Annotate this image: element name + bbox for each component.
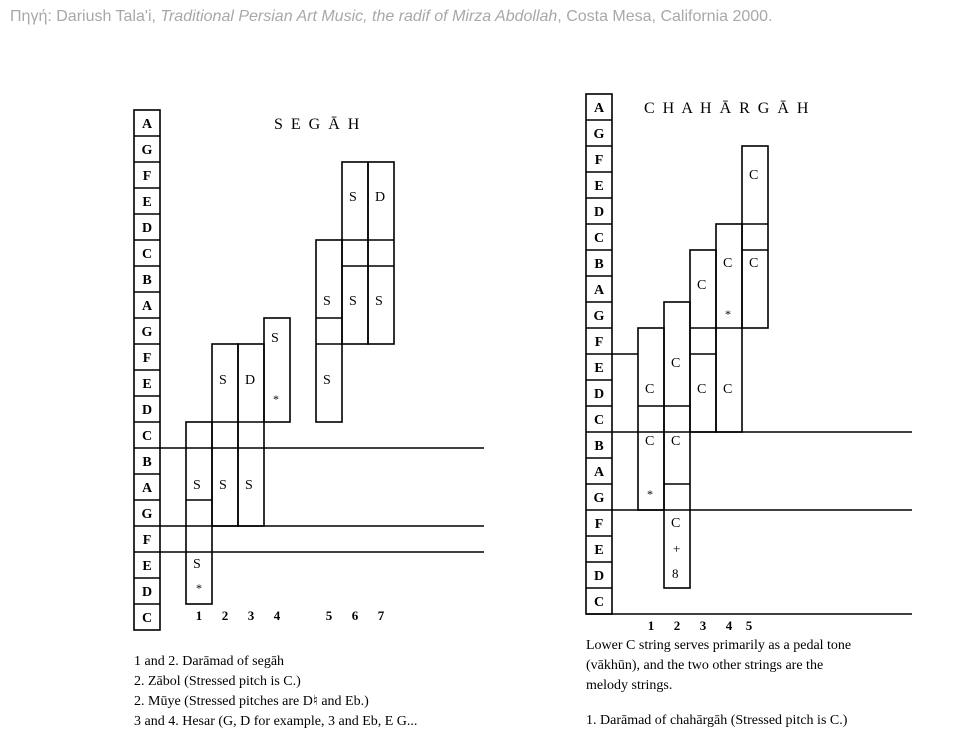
segah-cell-text: S — [219, 373, 227, 388]
segah-note-label: E — [142, 377, 152, 392]
segah-column-number: 6 — [351, 608, 359, 623]
chahargah-cell-text: C — [749, 256, 759, 271]
segah-note-label: F — [142, 533, 152, 548]
segah-caption-line: 2. Mūye (Stressed pitches are D♮ and Eb.) — [134, 694, 369, 709]
chahargah-note-label: G — [593, 309, 605, 324]
chahargah-caption-cut-line: 1. Darāmad of chahārgāh (Stressed pitch is C.) — [586, 713, 848, 728]
segah-cell-text: D — [375, 190, 386, 205]
chahargah-column-number: 4 — [725, 618, 733, 633]
citation-prefix: Πηγή: Dariush Tala'i, — [10, 8, 161, 25]
chahargah-cell-text: C — [697, 382, 707, 397]
segah-caption-line: 2. Zābol (Stressed pitch is C.) — [134, 674, 301, 689]
chahargah-cell-text: C — [697, 278, 707, 293]
segah-column-number: 5 — [325, 608, 333, 623]
segah-diagram — [134, 110, 484, 630]
chahargah-note-label: B — [594, 439, 604, 454]
segah-caption-line: 3 and 4. Hesar (G, D for example, 3 and Eb, E G... — [134, 714, 418, 729]
chahargah-cell-text: C — [645, 382, 655, 397]
segah-note-label: D — [141, 221, 153, 236]
segah-column-number: 4 — [273, 608, 281, 623]
segah-note-label: A — [141, 299, 153, 314]
chahargah-note-label: A — [593, 465, 605, 480]
chahargah-note-label: C — [593, 413, 605, 428]
chahargah-column-numbers — [648, 618, 753, 633]
segah-column-1 — [186, 422, 212, 604]
segah-note-label: C — [141, 429, 153, 444]
chahargah-note-label: F — [594, 335, 604, 350]
chahargah-caption-line: (vākhūn), and the two other strings are the — [586, 658, 824, 673]
chahargah-column-1 — [638, 328, 664, 510]
segah-note-label: G — [141, 143, 153, 158]
chahargah-cell-text: C — [645, 434, 655, 449]
segah-stress-mark: * — [273, 392, 279, 406]
chahargah-note-column — [594, 101, 605, 610]
chahargah-diagram — [586, 94, 912, 633]
segah-note-label: C — [141, 611, 153, 626]
chahargah-column-number: 1 — [647, 618, 655, 633]
segah-note-label: A — [141, 117, 153, 132]
chahargah-caption — [586, 636, 851, 696]
chahargah-note-label: A — [593, 283, 605, 298]
chahargah-cell-text: C — [749, 168, 759, 183]
segah-title: S E G Ā H — [274, 116, 362, 133]
segah-column-number: 1 — [195, 608, 203, 623]
chahargah-caption-line: Lower C string serves primarily as a pedal tone — [586, 638, 852, 653]
chahargah-note-label: F — [594, 153, 604, 168]
segah-cell-text: D — [245, 373, 256, 388]
segah-note-label: A — [141, 481, 153, 496]
segah-column-number: 2 — [221, 608, 229, 623]
chahargah-note-label: C — [593, 595, 605, 610]
segah-column-3 — [238, 344, 264, 526]
segah-note-label: D — [141, 585, 153, 600]
segah-note-label: G — [141, 507, 153, 522]
segah-cell-text: S — [349, 190, 357, 205]
chahargah-note-label: E — [594, 543, 604, 558]
chahargah-note-label: E — [594, 179, 604, 194]
segah-column-2 — [212, 344, 238, 526]
chahargah-title: C H A H Ā R G Ā H — [644, 100, 811, 117]
chahargah-plus-mark: + — [673, 541, 681, 556]
chahargah-note-label: G — [593, 491, 605, 506]
segah-cell-text: S — [193, 557, 201, 572]
segah-column-number: 7 — [377, 608, 385, 623]
segah-caption-line: 1 and 2. Darāmad of segāh — [134, 654, 285, 669]
segah-column-number: 3 — [247, 608, 255, 623]
segah-column-5 — [316, 240, 342, 422]
segah-cell-text: S — [323, 373, 331, 388]
chahargah-note-label: C — [593, 231, 605, 246]
chahargah-stress-mark: * — [725, 307, 731, 321]
segah-note-label: F — [142, 351, 152, 366]
segah-caption — [134, 652, 417, 732]
segah-note-label: F — [142, 169, 152, 184]
segah-cell-text: S — [271, 331, 279, 346]
chahargah-column-number: 3 — [699, 618, 707, 633]
chahargah-note-label: F — [594, 517, 604, 532]
chahargah-note-label: B — [594, 257, 604, 272]
citation-rest: , Costa Mesa, California 2000. — [557, 8, 773, 25]
chahargah-note-label: D — [593, 205, 605, 220]
segah-cell-text: S — [323, 294, 331, 309]
chahargah-stress-mark: * — [647, 487, 653, 501]
segah-column-numbers — [196, 608, 385, 623]
chahargah-cell-text: C — [671, 356, 681, 371]
segah-cell-text: S — [349, 294, 357, 309]
chahargah-note-label: D — [593, 387, 605, 402]
segah-cell-text: S — [375, 294, 383, 309]
segah-note-label: D — [141, 403, 153, 418]
chahargah-cell-text: C — [723, 382, 733, 397]
segah-note-column — [142, 117, 153, 626]
segah-cell-text: S — [245, 478, 253, 493]
segah-note-label: E — [142, 195, 152, 210]
segah-note-label: E — [142, 559, 152, 574]
chahargah-cell-text: C — [671, 516, 681, 531]
chahargah-note-label: G — [593, 127, 605, 142]
chahargah-note-label: D — [593, 569, 605, 584]
segah-note-label: B — [142, 455, 152, 470]
segah-note-label: C — [141, 247, 153, 262]
segah-cell-text: S — [219, 478, 227, 493]
segah-note-label: G — [141, 325, 153, 340]
chahargah-note-label: E — [594, 361, 604, 376]
chahargah-caption-line: melody strings. — [586, 678, 673, 693]
citation-book-title: Traditional Persian Art Music, the radif of Mirza Abdollah — [160, 8, 558, 25]
chahargah-cell-text: C — [723, 256, 733, 271]
segah-cell-text: S — [193, 478, 201, 493]
chahargah-cell-text: C — [671, 434, 681, 449]
chahargah-octave-mark: 8 — [672, 566, 679, 581]
chahargah-column-number: 2 — [673, 618, 681, 633]
chahargah-note-label: A — [593, 101, 605, 116]
chahargah-column-number: 5 — [745, 618, 753, 633]
segah-stress-mark: * — [196, 581, 202, 595]
segah-note-label: B — [142, 273, 152, 288]
